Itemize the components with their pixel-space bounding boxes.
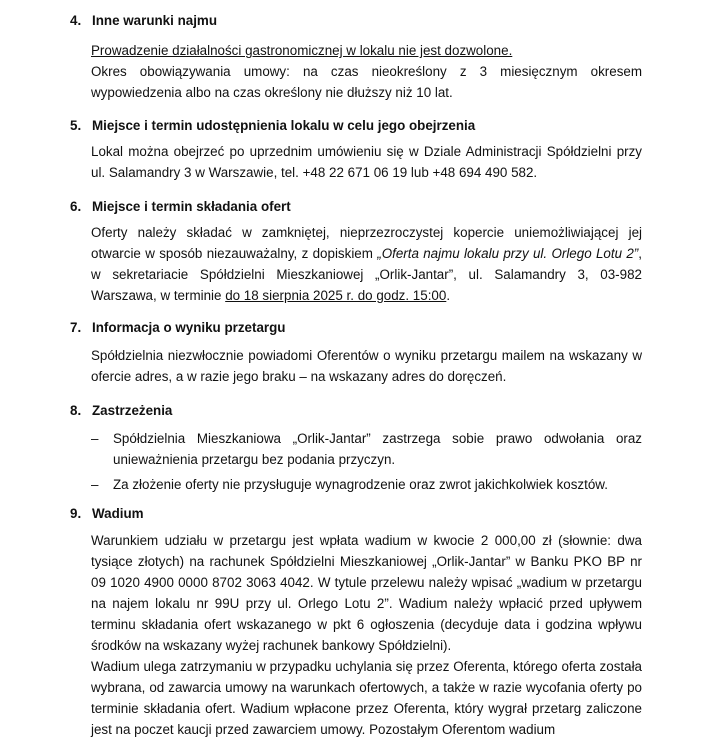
- deposit-retention-text: Wadium ulega zatrzymaniu w przypadku uchylania się przez Oferenta, którego oferta została wybrana, od zawarcia umowy na warunkach ofertowych, a także w razie wycofania oferty po terminie składania ofert. Wadium wpłacone przez Oferenta, który wygrał przetarg zaliczone jest na poczet kaucji przed zawarciem umowy. Pozostałym Oferentom wadium: [91, 659, 642, 737]
- dash-bullet: –: [91, 431, 99, 446]
- section-number: 6.: [70, 199, 82, 214]
- viewing-info-text: Lokal można obejrzeć po uprzednim umówieniu się w Dziale Administracji Spółdzielni przy ul. Salamandry 3 w Warszawie, tel. +48 22 671 06 19 lub +48 694 490 582.: [91, 144, 642, 180]
- list-item-text: Za złożenie oferty nie przysługuje wynagrodzenie oraz zwrot jakichkolwiek kosztów.: [113, 477, 608, 492]
- section-number: 9.: [70, 506, 82, 521]
- offer-instructions-text: Oferty należy składać w zamkniętej, nieprzezroczystej kopercie uniemożliwiającej jej otwarcie w sposób niezauważalny, z dopiskiem: [91, 225, 642, 261]
- dash-bullet: –: [91, 477, 99, 492]
- section-5-heading: [70, 115, 475, 136]
- offer-end-text: .: [446, 288, 451, 303]
- result-info-text: Spółdzielnia niezwłocznie powiadomi Oferentów o wyniku przetargu mailem na wskazany w ofercie adres, a w razie jego braku – na wskazany adres do doręczeń.: [91, 348, 642, 384]
- section-8-heading: [70, 400, 172, 421]
- section-4-heading: [70, 10, 217, 31]
- section-7-body: [91, 345, 642, 387]
- section-7-heading: [70, 317, 285, 338]
- section-title: Miejsce i termin udostępnienia lokalu w celu jego obejrzenia: [92, 118, 476, 133]
- section-title: Informacja o wyniku przetargu: [92, 320, 286, 335]
- section-title: Inne warunki najmu: [92, 13, 218, 28]
- section-number: 7.: [70, 320, 82, 335]
- envelope-annotation-text: „Oferta najmu lokalu przy ul. Orlego Lotu 2”: [377, 246, 639, 261]
- list-item-text: Spółdzielnia Mieszkaniowa „Orlik-Jantar” zastrzega sobie prawo odwołania oraz unieważnienia przetargu bez podania przyczyn.: [113, 431, 642, 467]
- section-9-body: [91, 530, 642, 740]
- list-item: [91, 428, 642, 470]
- offer-deadline-text: do 18 sierpnia 2025 r. do godz. 15:00: [225, 288, 447, 303]
- section-title: Wadium: [92, 506, 144, 521]
- section-number: 8.: [70, 403, 82, 418]
- offer-location-text: , w sekretariacie Spółdzielni Mieszkaniowej „Orlik-Jantar”, ul. Salamandry 3, 03-982 Warszawa, w terminie: [91, 246, 642, 303]
- section-6-body: [91, 222, 642, 306]
- section-title: Zastrzeżenia: [92, 403, 173, 418]
- section-number: 4.: [70, 13, 82, 28]
- deposit-terms-text: Warunkiem udziału w przetargu jest wpłata wadium w kwocie 2 000,00 zł (słownie: dwa tysiące złotych) na rachunek Spółdzielni Mieszkaniowej „Orlik-Jantar” w Banku PKO BP nr 09 1020 4900 0000 8702 3063 4042. W tytule przelewu należy wpisać „wadium w przetargu na najem lokalu nr 99U przy ul. Orlego Lotu 2”. Wadium należy wpłacić przed upływem terminu składania ofert wskazanego w pkt 6 ogłoszenia (decyduje data i godzina wpływu środków na wskazany wyżej rachunek bankowy Spółdzielni).: [91, 533, 642, 653]
- section-6-heading: [70, 196, 291, 217]
- lease-period-text: Okres obowiązywania umowy: na czas nieokreślony z 3 miesięcznym okresem wypowiedzenia albo na czas określony nie dłuższy niż 10 lat.: [91, 64, 642, 100]
- section-number: 5.: [70, 118, 82, 133]
- section-5-body: [91, 141, 642, 183]
- section-4-body: [91, 40, 642, 103]
- gastronomy-restriction-text: Prowadzenie działalności gastronomicznej w lokalu nie jest dozwolone.: [91, 43, 513, 58]
- section-title: Miejsce i termin składania ofert: [92, 199, 291, 214]
- reservations-list: [91, 428, 642, 495]
- list-item: [91, 474, 642, 495]
- section-9-heading: [70, 503, 144, 524]
